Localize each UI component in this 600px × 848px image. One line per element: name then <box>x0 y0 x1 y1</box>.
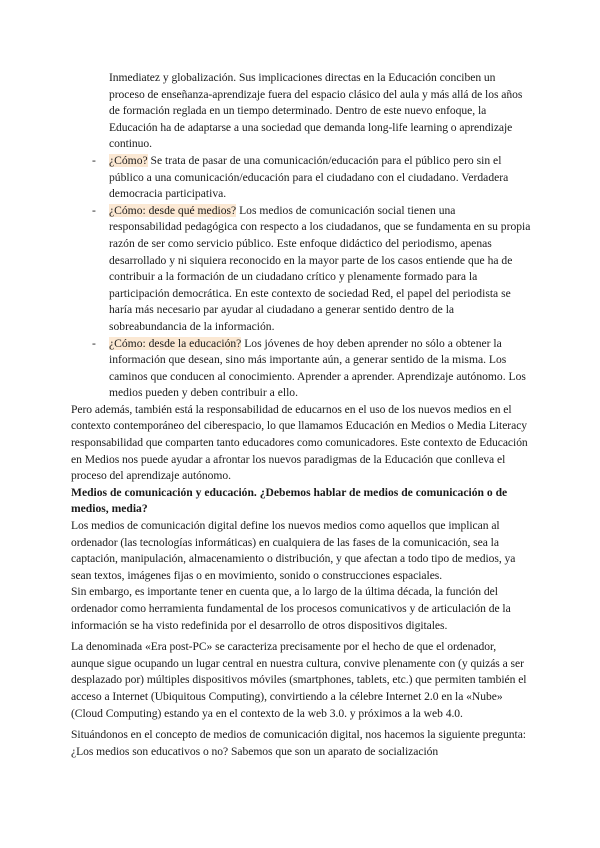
paragraph-media-literacy: Pero además, también está la responsabilidad de educarnos en el uso de los nuevos medios en el contexto contemporáneo del ciberespacio, lo que llamamos Educación en Medios o Media Literacy responsabilidad que comparten tanto educadores como comunicadores. Este contexto de Educación en Medios nos puede ayudar a afrontar los nuevos paradigmas de la Educación que conlleva el proceso del aprendizaje autónomo. <box>71 402 528 483</box>
bullet-marker: - <box>92 336 96 350</box>
section-heading: Medios de comunicación y educación. ¿Debemos hablar de medios de comunicación o de medios, media? <box>71 485 508 516</box>
bullet-label-highlight: ¿Cómo: desde qué medios? <box>109 203 237 217</box>
bullet-item-como <box>71 153 531 203</box>
bullet-item-como-educacion <box>71 336 531 402</box>
bullet-text: Los jóvenes de hoy deben aprender no sólo a obtener la información que desean, sino más importante aún, a generar sentido de la misma. Los caminos que conducen al conocimiento. Aprender a aprender. Aprendizaje autónomo. Los medios pueden y deben contribuir a ello. <box>109 336 526 400</box>
paragraph-post-pc: La denominada «Era post-PC» se caracteriza precisamente por el hecho de que el ordenador, aunque sigue ocupando un lugar central en nuestra cultura, convive plenamente con (y quizás a ser desplazado por) múltiples dispositivos móviles (smartphones, tablets, etc.) que permiten también el acceso a Internet (Ubiquitous Computing), convirtiendo a la célebre Internet 2.0 en la «Nube» (Cloud Computing) estando ya en el contexto de la web 3.0. y próximos a la web 4.0. <box>71 640 527 720</box>
bullet-marker: - <box>92 153 96 167</box>
bullet-text: Se trata de pasar de una comunicación/educación para el público pero sin el público a una comunicación/educación para el ciudadano con el ciudadano. Verdadera democracia participativa. <box>109 153 509 201</box>
paragraph-question: Situándonos en el concepto de medios de comunicación digital, nos hacemos la siguiente pregunta: ¿Los medios son educativos o no? Sabemos que son un aparato de socialización <box>71 728 526 758</box>
bullet-item-como-medios <box>71 203 531 336</box>
paragraph-digital-media: Los medios de comunicación digital define los nuevos medios como aquellos que implican al ordenador (las tecnologías informáticas) en cualquiera de las fases de la comunicación, sea la captación, manipulación, almacenamiento o distribución, y que afectan a todo tipo de medios, ya sean textos, imágenes fijas o en movimiento, sonido o construcciones espaciales. <box>71 519 516 582</box>
bullet-text: Los medios de comunicación social tienen una responsabilidad pedagógica con respecto a los ciudadanos, que se fundamenta en su propia razón de ser como servicio público. Este enfoque didáctico del periodismo, apenas desarrollado y ni siquiera reconocido en la mayor parte de los casos entiende que ha de contribuir a la formación de un ciudadano crítico y plenamente formado para la participación democrática. En este contexto de sociedad Red, el papel del periodista se haría más necesario par ayudar al ciudadano a generar sentido dentro de la sobreabundancia de la información. <box>109 203 531 333</box>
paragraph-ordenador: Sin embargo, es importante tener en cuenta que, a lo largo de la última década, la función del ordenador como herramienta fundamental de los procesos comunicativos y de articulación de la información se ha visto redefinida por el desarrollo de otros dispositivos digitales. <box>71 585 511 632</box>
bullet-list <box>71 153 531 402</box>
bullet-marker: - <box>92 203 96 217</box>
document-page <box>71 70 531 760</box>
bullet-label-highlight: ¿Cómo: desde la educación? <box>109 336 242 350</box>
bullet-label-highlight: ¿Cómo? <box>109 153 148 167</box>
continuation-paragraph: Inmediatez y globalización. Sus implicaciones directas en la Educación conciben un proceso de enseñanza-aprendizaje fuera del espacio clásico del aula y más allá de los años de formación reglada en un tiempo determinado. Dentro de este nuevo enfoque, la Educación ha de adaptarse a una sociedad que demanda long-life learning o aprendizaje continuo. <box>109 71 523 151</box>
